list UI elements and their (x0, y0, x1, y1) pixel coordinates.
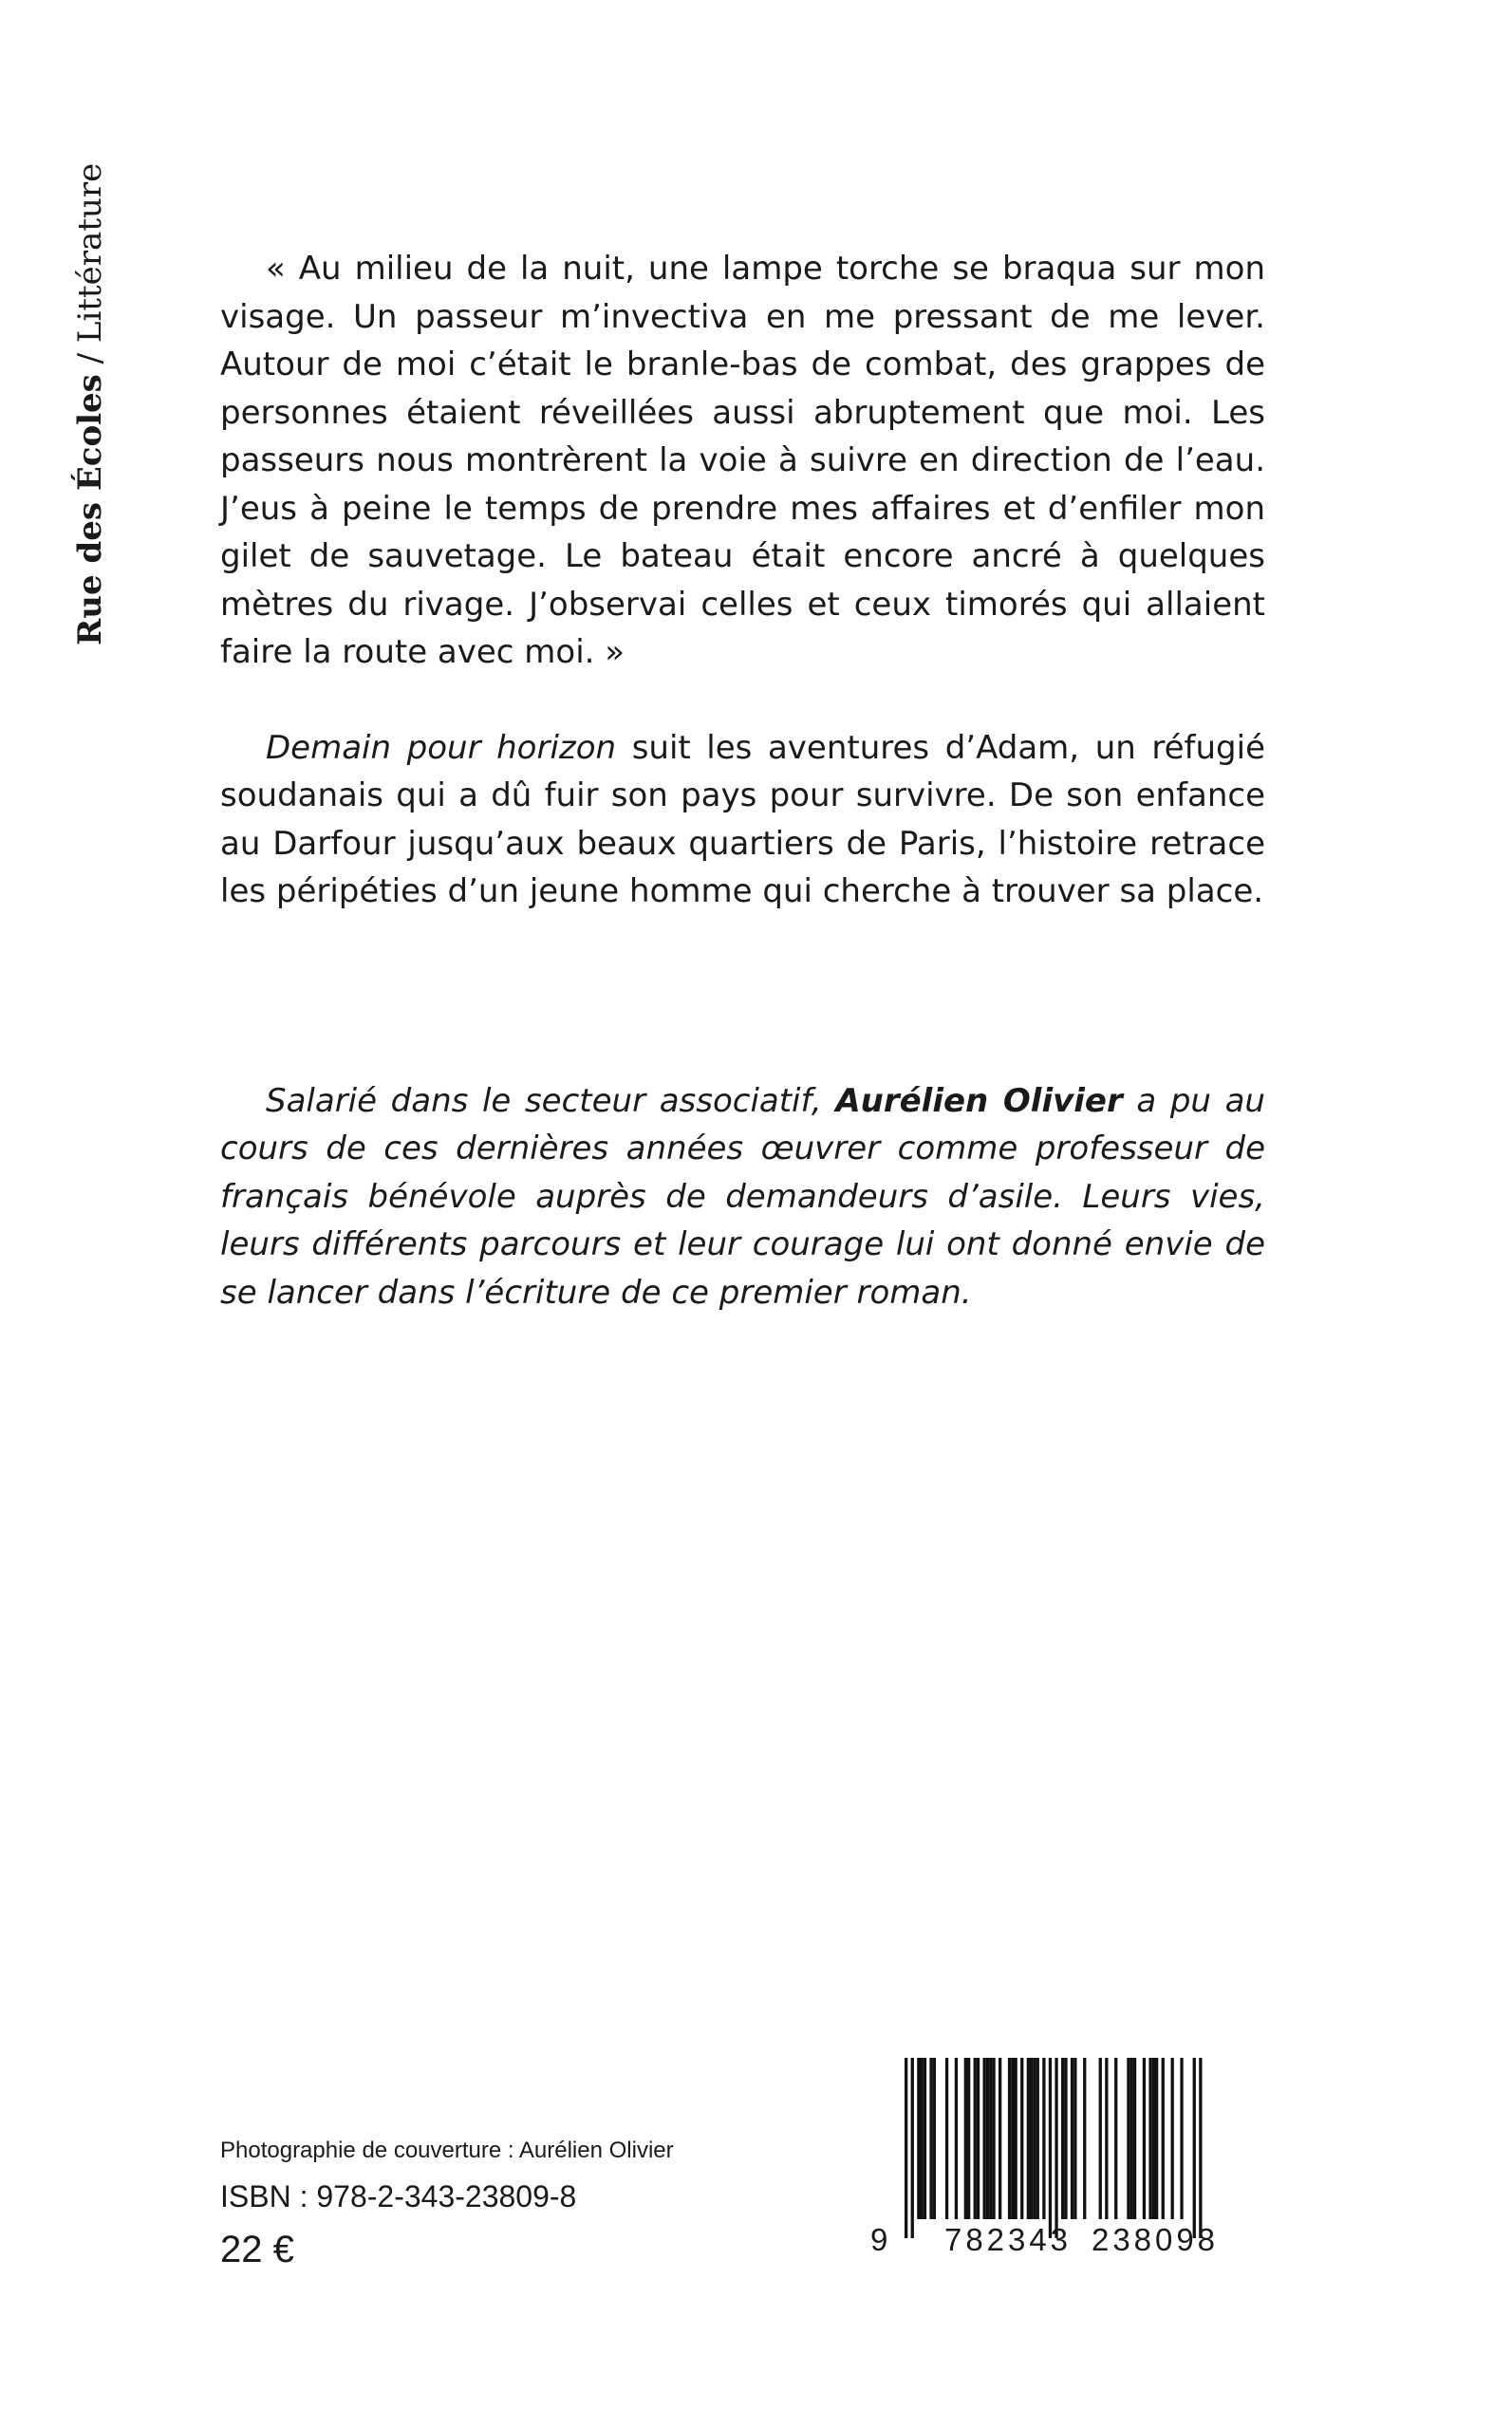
summary-text: suit les aventures d’Adam, un réfugié soudanais qui a dû fuir son pays pour survivre. De son enfance au Darfour jusqu’aux beaux quartiers de Paris, l’histoire retrace les péripéties d’un jeune homme qui cherche à trouver sa place. (220, 728, 1265, 910)
barcode-right-group: 238098 (1092, 2222, 1215, 2257)
barcode (859, 2058, 1239, 2257)
barcode-bar (933, 2058, 936, 2219)
barcode-bars (905, 2058, 1203, 2238)
barcode-bar (1027, 2058, 1030, 2219)
barcode-first-digit: 9 (870, 2222, 888, 2257)
blurb-quote: « Au milieu de la nuit, une lampe torche se braqua sur mon visage. Un passeur m’invectiva en me pressant de me lever. Autour de moi c’était le branle-bas de combat, des grappes de personnes étaient réveillées aussi abruptement que moi. Les passeurs nous montrèrent la voie à suivre en direction de l’eau. J’eus à peine le temps de prendre mes affaires et d’enfiler mon gilet de sauvetage. Le bateau était encore ancré à quelques mètres du rivage. J’observai celles et ceux timorés qui allaient faire la route avec moi. » (220, 250, 1265, 671)
price: 22 € (220, 2229, 294, 2270)
barcode-bar (964, 2058, 967, 2219)
barcode-bar (1133, 2058, 1136, 2219)
barcode-bar (1064, 2058, 1067, 2219)
barcode-bar (1008, 2058, 1011, 2219)
photo-credit: Photographie de couverture : Aurélien Olivier (220, 2138, 674, 2163)
barcode-guard-bar (905, 2058, 907, 2238)
barcode-bar (1020, 2058, 1023, 2219)
barcode-bar (967, 2058, 970, 2219)
barcode-bar (1033, 2058, 1036, 2219)
barcode-guard-bar (1199, 2058, 1202, 2238)
barcode-bar (924, 2058, 926, 2219)
footer (220, 2134, 674, 2272)
barcode-bar (1083, 2058, 1086, 2219)
barcode-bar (1036, 2058, 1039, 2219)
barcode-bar (1130, 2058, 1133, 2219)
barcode-bar (1162, 2058, 1165, 2219)
barcode-bar (1105, 2058, 1108, 2219)
barcode-bar (917, 2058, 920, 2219)
bio-text: a pu au cours de ces dernières années œuvrer comme professeur de français bénévole auprès de demandeurs d’asile. Leurs vies, leurs différents parcours et leur courage lui ont donné envie de se lancer dans l’écriture de ce premier roman. (220, 1081, 1265, 1312)
barcode-bar (992, 2058, 995, 2219)
spine-text (71, 163, 109, 645)
barcode-bar (1099, 2058, 1102, 2219)
barcode-bar (1042, 2058, 1045, 2219)
barcode-bar (999, 2058, 1001, 2219)
barcode-guard-bar (1049, 2058, 1052, 2238)
blurb-summary (220, 724, 1265, 916)
genre-name: Littérature (71, 162, 109, 344)
barcode-bar (929, 2058, 932, 2219)
barcode-bar (1061, 2058, 1064, 2219)
barcode-bar (1071, 2058, 1073, 2219)
barcode-left-group: 782343 (944, 2222, 1068, 2257)
barcode-bar (1015, 2058, 1017, 2219)
author-bio (220, 1077, 1265, 1317)
barcode-bar (986, 2058, 989, 2219)
collection-name: Rue des Écoles (71, 374, 109, 645)
barcode-guard-bar (1193, 2058, 1196, 2238)
bio-intro: Salarié dans le secteur associatif, (266, 1081, 836, 1120)
barcode-bar (1073, 2058, 1076, 2219)
barcode-bar (921, 2058, 924, 2219)
barcode-bar (1155, 2058, 1158, 2219)
barcode-bar (1011, 2058, 1014, 2219)
spine-separator: / (71, 343, 109, 375)
isbn: ISBN : 978-2-343-23809-8 (220, 2179, 577, 2213)
barcode-bar (1030, 2058, 1033, 2219)
barcode-guard-bar (911, 2058, 914, 2238)
barcode-bar (1152, 2058, 1155, 2219)
barcode-bar (945, 2058, 948, 2219)
barcode-guard-bar (1055, 2058, 1057, 2238)
barcode-bar (1114, 2058, 1117, 2219)
barcode-bar (974, 2058, 977, 2219)
back-cover-text (220, 245, 1265, 1317)
barcode-bar (1171, 2058, 1174, 2219)
barcode-bar (1148, 2058, 1151, 2219)
barcode-bar (1180, 2058, 1183, 2219)
book-title: Demain pour horizon (266, 728, 617, 767)
barcode-bar (1127, 2058, 1129, 2219)
author-name: Aurélien Olivier (835, 1081, 1123, 1120)
barcode-bar (977, 2058, 980, 2219)
barcode-bar (955, 2058, 958, 2219)
barcode-bar (989, 2058, 992, 2219)
barcode-bar (983, 2058, 986, 2219)
barcode-bar (1143, 2058, 1146, 2219)
